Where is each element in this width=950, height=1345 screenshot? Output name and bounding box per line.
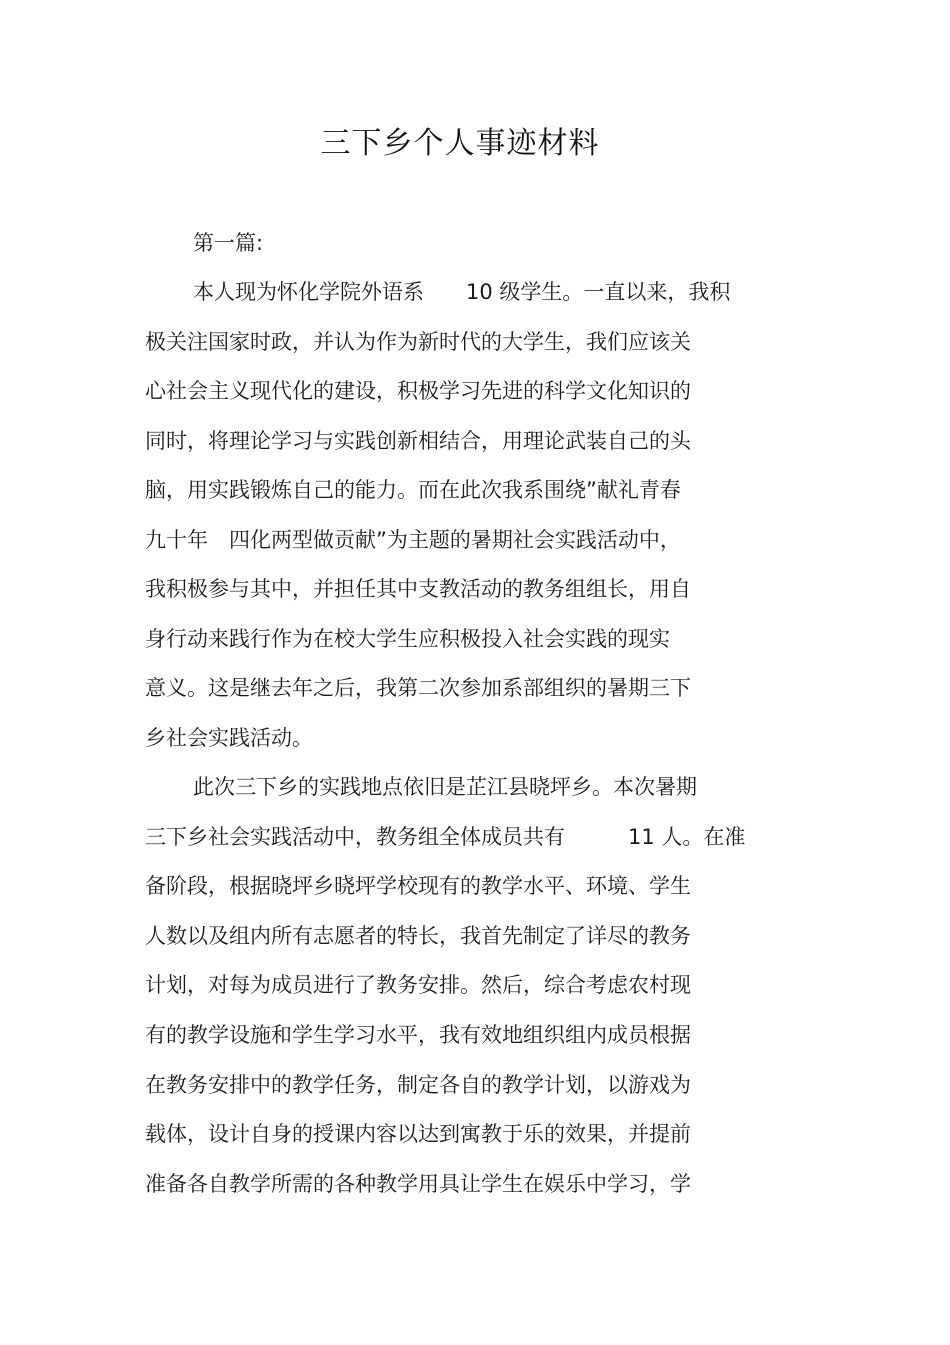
body-line: 极关注国家时政，并认为作为新时代的大学生，我们应该关 [145,330,691,354]
body-line: 脑，用实践锻炼自己的能力。而在此次我系围绕”献礼青春 [145,478,681,502]
body-line: 人数以及组内所有志愿者的特长，我首先制定了详尽的教务 [145,924,691,948]
body-line: 三下乡社会实践活动中，教务组全体成员共有 11 人。在准 [145,825,746,849]
body-line: 在教务安排中的教学任务，制定各自的教学计划，以游戏为 [145,1073,691,1097]
body-line: 此次三下乡的实践地点依旧是芷江县晓坪乡。本次暑期 [193,775,697,799]
body-line: 本人现为怀化学院外语系 10 级学生。一直以来，我积 [193,280,731,304]
body-line: 乡社会实践活动。 [145,726,313,750]
body-line: 载体，设计自身的授课内容以达到寓教于乐的效果，并提前 [145,1122,691,1146]
body-line: 计划，对每为成员进行了教务安排。然后，综合考虑农村现 [145,973,691,997]
page-title: 三下乡个人事迹材料 [320,126,600,161]
body-line: 有的教学设施和学生学习水平，我有效地组织组内成员根据 [145,1023,691,1047]
body-line: 九十年 四化两型做贡献”为主题的暑期社会实践活动中， [145,528,681,552]
body-line: 心社会主义现代化的建设，积极学习先进的科学文化知识的 [145,379,691,403]
body-line: 我积极参与其中，并担任其中支教活动的教务组组长，用自 [145,577,691,601]
body-line: 意义。这是继去年之后，我第二次参加系部组织的暑期三下 [145,676,691,700]
body-line: 身行动来践行作为在校大学生应积极投入社会实践的现实 [145,627,670,651]
body-line: 备阶段，根据晓坪乡晓坪学校现有的教学水平、环境、学生 [145,874,691,898]
body-line: 准备各自教学所需的各种教学用具让学生在娱乐中学习，学 [145,1172,691,1196]
section-heading: 第一篇: [193,231,264,255]
body-line: 同时，将理论学习与实践创新相结合，用理论武装自己的头 [145,429,691,453]
